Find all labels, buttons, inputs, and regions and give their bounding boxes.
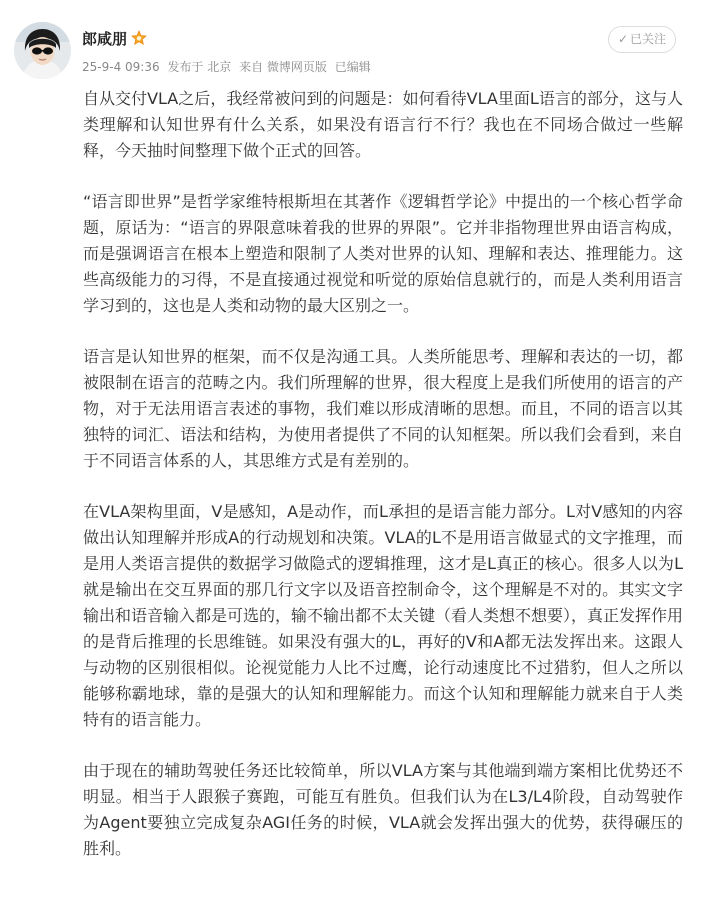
verified-badge-icon bbox=[130, 29, 148, 47]
post-source: 来自 微博网页版 bbox=[239, 60, 327, 74]
follow-button[interactable] bbox=[608, 26, 676, 53]
post-paragraph: 由于现在的辅助驾驶任务还比较简单，所以VLA方案与其他端到端方案相比优势还不明显。相当于人跟猴子赛跑，可能互有胜负。但我们认为在L3/L4阶段，自动驾驶作为Agent要独立完成复杂AGI任务的时候，VLA就会发挥出强大的优势，获得碾压的胜利。 bbox=[83, 761, 683, 858]
post-date[interactable]: 25-9-4 09:36 bbox=[82, 60, 160, 74]
post-meta bbox=[82, 58, 375, 76]
avatar-portrait-icon bbox=[14, 22, 71, 79]
check-icon: ✓ bbox=[617, 32, 629, 46]
post-edited-label[interactable]: 已编辑 bbox=[334, 60, 371, 74]
post-paragraph: 自从交付VLA之后，我经常被问到的问题是：如何看待VLA里面L语言的部分，这与人类理解和认知世界有什么关系，如果没有语言行不行？我也在不同场合做过一些解释，今天抽时间整理下做个正式的回答。 bbox=[83, 89, 683, 160]
post-paragraph: “语言即世界”是哲学家维特根斯坦在其著作《逻辑哲学论》中提出的一个核心哲学命题，原话为：“语言的界限意味着我的世界的界限”。它并非指物理世界由语言构成，而是强调语言在根本上塑造和限制了人类对世界的认知、理解和表达、推理能力。这些高级能力的习得，不是直接通过视觉和听觉的原始信息就行的，而是人类利用语言学习到的，这也是人类和动物的最大区别之一。 bbox=[83, 192, 683, 315]
post-paragraph: 在VLA架构里面，V是感知，A是动作，而L承担的是语言能力部分。L对V感知的内容做出认知理解并形成A的行动规划和决策。VLA的L不是用语言做显式的文字推理，而是用人类语言提供的数据学习做隐式的逻辑推理，这才是L真正的核心。很多人以为L就是输出在交互界面的那几行文字以及语音控制命令，这个理解是不对的。其实文字输出和语音输入都是可选的，输不输出都不太关键（看人类想不想要），真正发挥作用的是背后推理的长思维链。如果没有强大的L，再好的V和A都无法发挥出来。这跟人与动物的区别很相似。论视觉能力人比不过鹰，论行动速度比不过猎豹，但人之所以能够称霸地球，靠的是强大的认知和理解能力。而这个认知和理解能力就来自于人类特有的语言能力。 bbox=[83, 502, 684, 729]
follow-button-label: 已关注 bbox=[630, 32, 667, 46]
post-location: 发布于 北京 bbox=[167, 60, 232, 74]
author-avatar[interactable] bbox=[14, 22, 71, 79]
post-paragraph: 语言是认知世界的框架，而不仅是沟通工具。人类所能思考、理解和表达的一切，都被限制在语言的范畴之内。我们所理解的世界，很大程度上是我们所使用的语言的产物，对于无法用语言表述的事物，我们难以形成清晰的思想。而且，不同的语言以其独特的词汇、语法和结构，为使用者提供了不同的认知框架。所以我们会看到，来自于不同语言体系的人，其思维方式是有差别的。 bbox=[83, 347, 683, 470]
author-line bbox=[82, 28, 148, 50]
post-body bbox=[83, 86, 683, 887]
author-name[interactable]: 郎咸朋 bbox=[82, 30, 128, 48]
